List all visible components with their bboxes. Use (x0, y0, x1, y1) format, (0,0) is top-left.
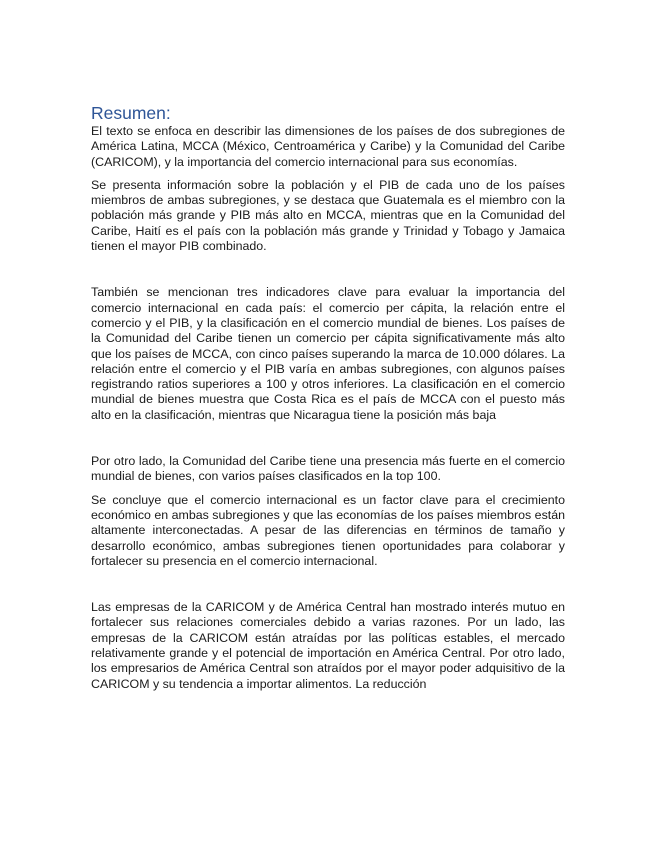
paragraph-intro: El texto se enfoca en describir las dimensiones de los países de dos subregiones de América Latina, MCCA (México, Centroamérica y Caribe) y la Comunidad del Caribe (CARICOM), y la importancia del comercio internacional para sus economías. (91, 124, 565, 169)
document-content (91, 103, 565, 692)
paragraph-trade-indicators: También se mencionan tres indicadores clave para evaluar la importancia del comercio internacional en cada país: el comercio per cápita, la relación entre el comercio y el PIB, y la clasificación en el comercio mundial de bienes. Los países de la Comunidad del Caribe tienen un comercio per cápita significativamente más alto que los países de MCCA, con cinco países superando la marca de 10.000 dólares. La relación entre el comercio y el PIB varía en ambas subregiones, con algunos países registrando ratios superiores a 100 y otros inferiores. La clasificación en el comercio mundial de bienes muestra que Costa Rica es el país de MCCA con el puesto más alto en la clasificación, mientras que Nicaragua tiene la posición más baja (91, 285, 565, 422)
paragraph-conclusion: Se concluye que el comercio internacional es un factor clave para el crecimiento económico en ambas subregiones y que las economías de los países miembros están altamente interconectadas. A pesar de las diferencias en términos de tamaño y desarrollo económico, ambas subregiones tienen oportunidades para colaborar y fortalecer su presencia en el comercio internacional. (91, 492, 565, 568)
paragraph-population-gdp: Se presenta información sobre la población y el PIB de cada uno de los países miembros de ambas subregiones, y se destaca que Guatemala es el miembro con la población más grande y PIB más alto en MCCA, mientras que en la Comunidad del Caribe, Haití es el país con la población más grande y Trinidad y Tobago y Jamaica tienen el mayor PIB combinado. (91, 177, 565, 254)
paragraph-business-relations: Las empresas de la CARICOM y de América Central han mostrado interés mutuo en fortalecer sus relaciones comerciales debido a varias razones. Por un lado, las empresas de la CARICOM están atraídas por las políticas estables, el mercado relativamente grande y el potencial de importación en América Central. Por otro lado, los empresarios de América Central son atraídos por el mayor poder adquisitivo de la CARICOM y su tendencia a importar alimentos. La reducción (91, 600, 565, 691)
paragraph-caribbean-presence: Por otro lado, la Comunidad del Caribe tiene una presencia más fuerte en el comercio mundial de bienes, con varios países clasificados en la top 100. (91, 454, 565, 484)
summary-heading: Resumen: (91, 103, 171, 123)
